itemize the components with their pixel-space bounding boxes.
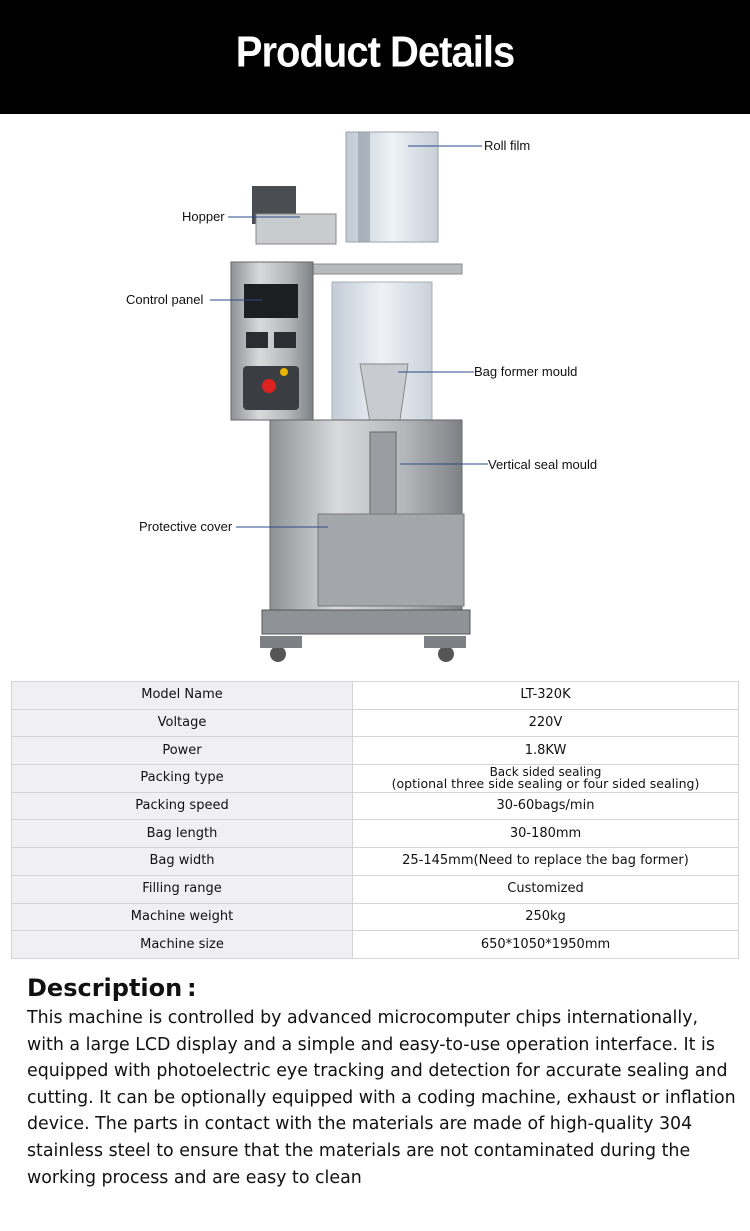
spec-value: 1.8KW	[353, 737, 739, 765]
spec-label: Voltage	[12, 709, 353, 737]
foot-right	[424, 636, 466, 648]
spec-label: Bag width	[12, 848, 353, 876]
machine-base	[262, 610, 470, 634]
spec-value-line2: (optional three side sealing or four sided sealing)	[391, 775, 700, 791]
table-row	[12, 875, 739, 903]
table-row	[12, 792, 739, 820]
spec-value-line1: Back sided sealing	[489, 764, 602, 779]
spec-value: 250kg	[353, 903, 739, 931]
table-row	[12, 709, 739, 737]
table-row	[12, 682, 739, 710]
temp-display-right	[274, 332, 296, 348]
callout-vertical-seal: Vertical seal mould	[488, 457, 598, 472]
spec-value: 25-145mm(Need to replace the bag former)	[353, 848, 739, 876]
emergency-stop-icon	[262, 379, 276, 393]
spec-value: 650*1050*1950mm	[353, 931, 739, 959]
roll-film-edge	[358, 132, 370, 242]
foot-left	[260, 636, 302, 648]
header-banner	[0, 0, 750, 114]
spec-value: 30-60bags/min	[353, 792, 739, 820]
temp-display-left	[246, 332, 268, 348]
spec-label: Packing speed	[12, 792, 353, 820]
spec-label: Machine size	[12, 931, 353, 959]
table-row	[12, 737, 739, 765]
top-frame-bar	[300, 264, 462, 274]
protective-cover-shape	[318, 514, 464, 606]
spec-value	[353, 765, 739, 793]
callout-bag-former: Bag former mould	[474, 364, 578, 379]
spec-value: LT-320K	[353, 682, 739, 710]
wheel-left-icon	[270, 646, 286, 662]
table-row	[12, 820, 739, 848]
table-row	[12, 903, 739, 931]
spec-value: 30-180mm	[353, 820, 739, 848]
spec-label: Power	[12, 737, 353, 765]
callout-protective-cover: Protective cover	[139, 519, 233, 534]
spec-value: Customized	[353, 875, 739, 903]
callout-roll-film: Roll film	[484, 138, 531, 153]
table-row	[12, 848, 739, 876]
lcd-display	[244, 284, 298, 318]
table-row	[12, 765, 739, 793]
spec-label: Bag length	[12, 820, 353, 848]
table-row	[12, 931, 739, 959]
machine-illustration	[0, 114, 750, 674]
hopper-arm	[256, 214, 336, 244]
spec-label: Packing type	[12, 765, 353, 793]
indicator-light-icon	[280, 368, 288, 376]
callout-control-panel: Control panel	[126, 292, 204, 307]
callout-hopper: Hopper	[182, 209, 225, 224]
spec-label: Machine weight	[12, 903, 353, 931]
spec-table	[11, 681, 739, 959]
machine-figure	[0, 114, 750, 674]
description-title: Description :	[27, 974, 197, 1002]
spec-value: 220V	[353, 709, 739, 737]
spec-label: Model Name	[12, 682, 353, 710]
description-body: This machine is controlled by advanced microcomputer chips internationally, with a large LCD display and a simple and easy-to-use operation interface. It is equipped with photoelectric eye tracking and detection for accurate sealing and cutting. It can be optionally equipped with a coding machine, exhaust or inflation device. The parts in contact with the materials are made of high-quality 304 stainless steel to ensure that the materials are not contaminated during the working process and are easy to clean	[27, 1008, 736, 1188]
spec-label: Filling range	[12, 875, 353, 903]
page-title: Product Details	[235, 27, 515, 77]
wheel-right-icon	[438, 646, 454, 662]
